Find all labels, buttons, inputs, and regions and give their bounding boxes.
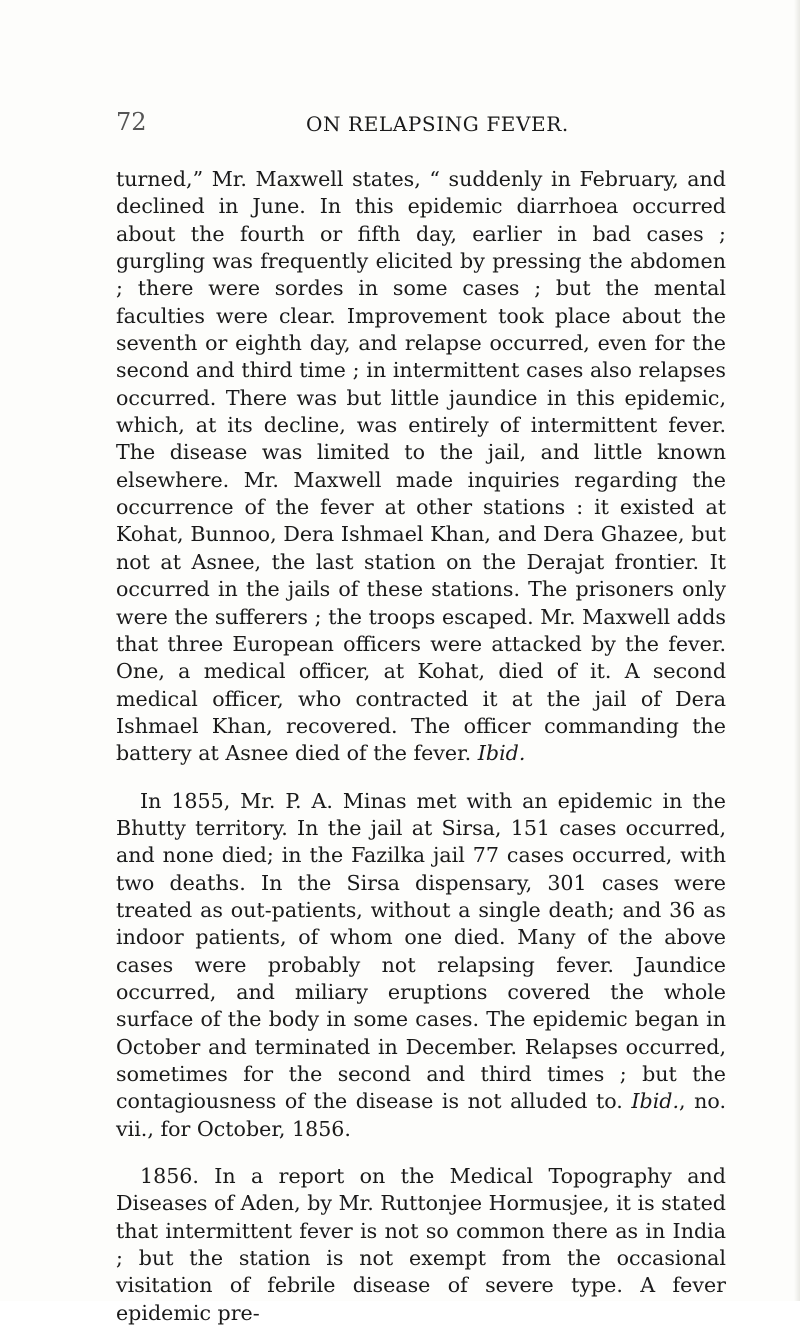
paragraph-1 bbox=[116, 166, 726, 768]
paragraph-2 bbox=[116, 788, 726, 1143]
paragraph-1-citation: Ibid. bbox=[477, 741, 526, 766]
page-edge-shadow bbox=[794, 0, 800, 1301]
page-header bbox=[116, 108, 726, 148]
paragraph-2-text: In 1855, Mr. P. A. Minas met with an epidemic in the Bhutty territory. In the jail at Sirsa, 151 cases occurred, and none died; in the Fazilka jail 77 cases occurred, with two deaths. In the Sirsa dispensary, 301 cases were treated as out-patients, without a single death; and 36 as indoor patients, of whom one died. Many of the above cases were probably not relapsing fever. Jaundice occurred, and miliary eruptions covered the whole surface of the body in some cases. The epidemic began in October and terminated in December. Relapses occurred, sometimes for the second and third times ; but the contagiousness of the disease is not alluded to. bbox=[116, 788, 726, 1114]
body-text bbox=[116, 166, 726, 1327]
paragraph-3-text: 1856. In a report on the Medical Topography and Diseases of Aden, by Mr. Ruttonjee Hormusjee, it is stated that intermittent fever is not so common there as in India ; but the station is not exempt from the occasional visitation of febrile disease of severe type. A fever epidemic pre- bbox=[116, 1164, 726, 1325]
paragraph-1-text: turned,” Mr. Maxwell states, “ suddenly in February, and declined in June. In this epidemic diarrhoea occurred about the fourth or fifth day, earlier in bad cases ; gurgling was frequently elicited by pressing the abdomen ; there were sordes in some cases ; but the mental faculties were clear. Improvement took place about the seventh or eighth day, and relapse occurred, even for the second and third time ; in intermittent cases also relapses occurred. There was but little jaundice in this epidemic, which, at its decline, was entirely of intermittent fever. The disease was limited to the jail, and little known elsewhere. Mr. Maxwell made inquiries regarding the occurrence of the fever at other stations : it existed at Kohat, Bunnoo, Dera Ishmael Khan, and Dera Ghazee, but not at Asnee, the last station on the Derajat frontier. It occurred in the jails of these stations. The prisoners only were the sufferers ; the troops escaped. Mr. Maxwell adds that three European officers were attacked by the fever. One, a medical officer, at Kohat, died of it. A second medical officer, who contracted it at the jail of Dera Ishmael Khan, recovered. The officer commanding the battery at Asnee died of the fever. bbox=[116, 167, 726, 766]
paragraph-2-after: , no. vii., for October, 1856. bbox=[116, 1089, 727, 1141]
running-title: ON RELAPSING FEVER. bbox=[306, 112, 569, 136]
paragraph-3 bbox=[116, 1163, 726, 1327]
page-number: 72 bbox=[116, 108, 147, 136]
paragraph-2-citation: Ibid. bbox=[631, 1089, 680, 1114]
